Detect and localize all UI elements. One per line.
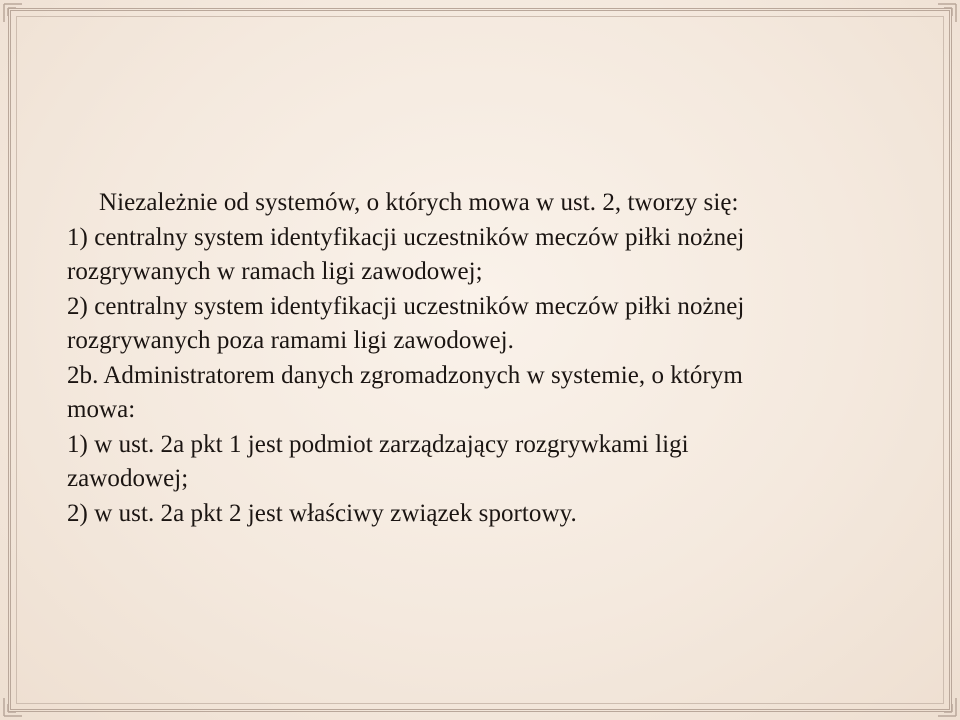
- text-line: Niezależnie od systemów, o których mowa w ust. 2, tworzy się:: [99, 189, 739, 216]
- text-line: zawodowej;: [67, 465, 189, 492]
- text-line: rozgrywanych w ramach ligi zawodowej;: [67, 258, 483, 285]
- text-line: 2b. Administratorem danych zgromadzonych w systemie, o którym: [67, 361, 743, 389]
- corner-ornament-icon: [2, 696, 24, 718]
- corner-ornament-icon: [936, 2, 958, 24]
- text-line: rozgrywanych poza ramami ligi zawodowej.: [67, 327, 514, 354]
- text-line: 1) w ust. 2a pkt 1 jest podmiot zarządzający rozgrywkami ligi: [67, 430, 689, 458]
- corner-ornament-icon: [2, 2, 24, 24]
- slide-body-text: [67, 186, 897, 531]
- corner-ornament-icon: [936, 696, 958, 718]
- text-line: 1) centralny system identyfikacji uczestników meczów piłki nożnej: [67, 223, 745, 251]
- text-line: 2) w ust. 2a pkt 2 jest właściwy związek sportowy.: [67, 499, 577, 527]
- text-line: mowa:: [67, 396, 136, 423]
- text-line: 2) centralny system identyfikacji uczestników meczów piłki nożnej: [67, 292, 745, 320]
